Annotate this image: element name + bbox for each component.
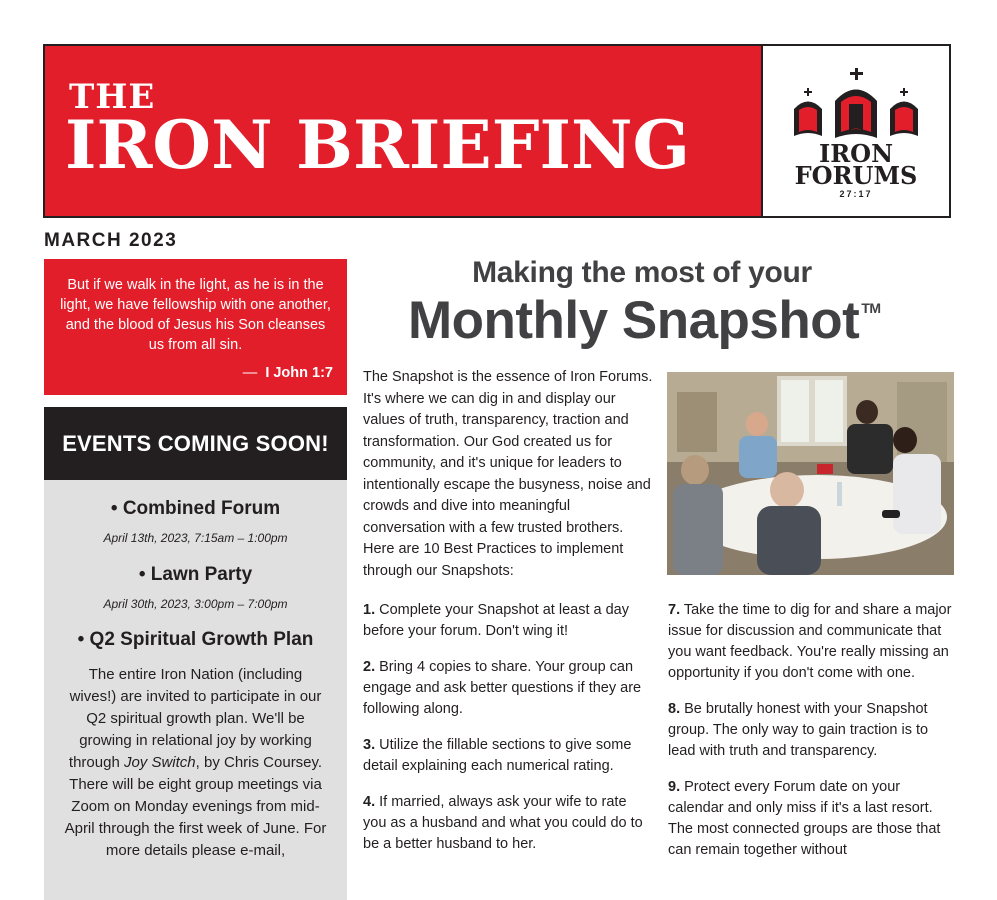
headline-main: Monthly Snapshot	[408, 291, 860, 350]
masthead-banner	[45, 46, 761, 216]
event-description-part1: The entire Iron Nation (including wives!) are invited to participate in our Q2 spiritual growth plan. We'll be growing in relational joy by working through	[68, 666, 322, 771]
book-title: Joy Switch	[123, 754, 196, 771]
event-date-lawn-party: April 30th, 2023, 3:00pm – 7:00pm	[103, 597, 288, 611]
trademark-mark: TM	[861, 300, 881, 316]
tip-text: Utilize the fillable sections to give some detail explaining each numerical rating.	[363, 737, 632, 774]
article-intro: The Snapshot is the essence of Iron Forums. It's where we can dig in and display our values of truth, transparency, traction and transformation. Our God created us for community, and it's unique for leaders to intentionally escape the busyness, noise and crowds and dive into meaningful conversation with a few trusted brothers. Here are 10 Best Practices to implement through our Snapshots:	[363, 369, 653, 579]
tip-4	[363, 792, 653, 855]
tip-text: Take the time to dig for and share a major issue for discussion and communicate that you want feedback. You're really missing an opportunity if you don't come with one.	[668, 602, 952, 681]
tip-9	[668, 777, 958, 861]
tip-number: 1.	[363, 602, 376, 618]
events-panel	[44, 480, 347, 900]
tip-text: Complete your Snapshot at least a day before your forum. Don't wing it!	[363, 602, 629, 639]
tip-number: 2.	[363, 659, 376, 675]
tips-column-left	[363, 600, 653, 870]
three-figures-icon	[763, 46, 949, 142]
headline-line1: Making the most of your	[472, 256, 812, 289]
event-title-spiritual-growth: • Q2 Spiritual Growth Plan	[77, 629, 314, 650]
tip-8	[668, 699, 958, 762]
event-date-combined-forum: April 13th, 2023, 7:15am – 1:00pm	[103, 531, 288, 545]
tip-text: Protect every Forum date on your calendar and only miss if it's a last resort. The most connected groups are those that can remain together without	[668, 779, 941, 858]
tip-number: 4.	[363, 794, 376, 810]
tip-text: If married, always ask your wife to rate you as a husband and what you could do to be a better husband to her.	[363, 794, 643, 852]
tip-1	[363, 600, 653, 642]
events-heading: EVENTS COMING SOON!	[44, 407, 347, 480]
tip-number: 7.	[668, 602, 681, 618]
tip-text: Be brutally honest with your Snapshot group. The only way to gain traction is to lead with truth and transparency.	[668, 701, 929, 759]
scripture-text: But if we walk in the light, as he is in the light, we have fellowship with one another, and the blood of Jesus his Son cleanses us from all sin.	[60, 277, 331, 353]
tip-2	[363, 657, 653, 720]
meeting-photo-image	[667, 372, 954, 575]
headline-line2	[408, 290, 881, 351]
masthead	[43, 44, 951, 218]
logo-word-forums: FORUMS	[794, 161, 918, 190]
tip-number: 9.	[668, 779, 681, 795]
scripture-citation: I John 1:7	[265, 365, 333, 381]
scripture-reference	[243, 363, 333, 383]
event-description-part2: , by Chris Coursey. There will be eight group meetings via Zoom on Monday evenings from mid-April through the first week of June. For more details please e-mail,	[64, 754, 327, 859]
scripture-dash: —	[242, 365, 258, 381]
event-description	[64, 664, 327, 862]
tip-number: 8.	[668, 701, 681, 717]
masthead-title: IRON BRIEFING	[65, 106, 691, 184]
forum-meeting-photo	[667, 372, 954, 575]
tips-column-right	[668, 600, 958, 876]
masthead-the: THE	[69, 77, 156, 117]
logo-word-iron: IRON	[818, 139, 893, 168]
scripture-box	[44, 259, 347, 395]
tip-3	[363, 735, 653, 777]
logo-reference: 27:17	[839, 189, 873, 199]
issue-date: MARCH 2023	[44, 230, 178, 251]
iron-forums-logo	[763, 46, 949, 216]
event-title-combined-forum: • Combined Forum	[110, 498, 281, 519]
event-title-lawn-party: • Lawn Party	[138, 564, 253, 585]
tip-text: Bring 4 copies to share. Your group can engage and ask better questions if they are following along.	[363, 659, 642, 717]
tip-number: 3.	[363, 737, 376, 753]
tip-7	[668, 600, 958, 684]
